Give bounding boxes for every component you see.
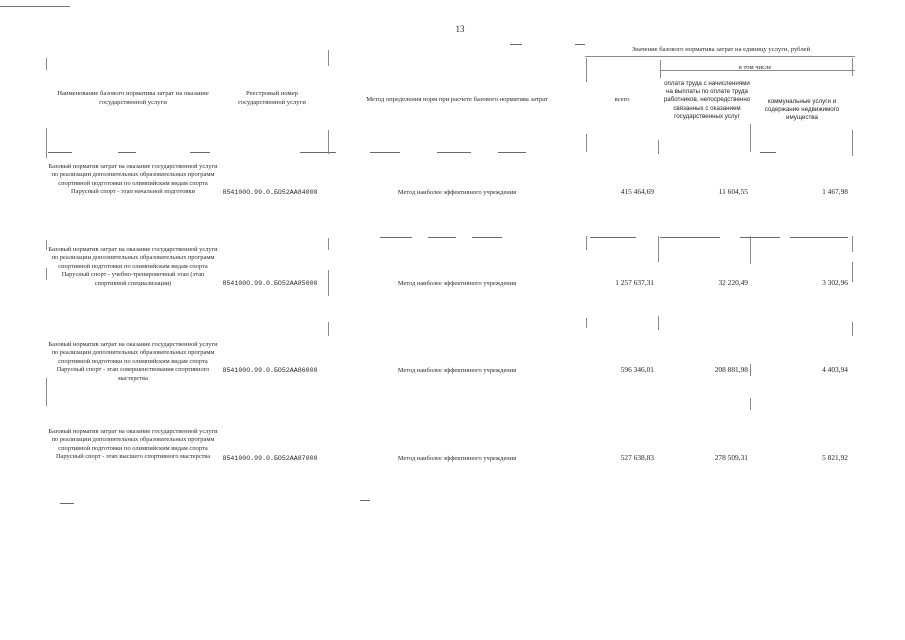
row-labor: 11 604,55 bbox=[718, 187, 748, 196]
header-col-total: всего bbox=[614, 96, 630, 103]
row-service-name: Базовый норматив затрат на оказание государственной услуги по реализации дополнительных образовательных программ спортивной подготовки по олимпийским видам спорта Парусный спорт - этап начальной подготовки bbox=[48, 163, 218, 196]
row-method: Метод наиболее эффективного учреждения bbox=[397, 189, 517, 196]
header-col-registry: Реестровый номер государственной услуги bbox=[238, 90, 306, 106]
header-value-group: Значение базового норматива затрат на единицу услуги, рублей bbox=[631, 46, 811, 53]
row-labor: 278 509,31 bbox=[714, 453, 748, 462]
header-col-method: Метод определения норм при расчете базового норматива затрат bbox=[366, 96, 548, 103]
row-registry-number: 854100О.99.0.БО52АА85000 bbox=[222, 280, 318, 287]
row-labor: 32 220,49 bbox=[718, 278, 748, 287]
page-number: 13 bbox=[455, 24, 465, 34]
row-registry-number: 854100О.99.0.БО52АА84000 bbox=[222, 189, 318, 196]
row-service-name: Базовый норматив затрат на оказание государственной услуги по реализации дополнительных образовательных программ спортивной подготовки по олимпийским видам спорта Парусный спорт - этап совершенствования спортивного мастерства bbox=[48, 341, 218, 382]
header-including: в том числе bbox=[738, 64, 772, 71]
row-method: Метод наиболее эффективного учреждения bbox=[397, 455, 517, 462]
row-labor: 208 881,98 bbox=[714, 365, 748, 374]
header-col-name: Наименование базового норматива затрат на оказание государственной услуги bbox=[57, 90, 209, 106]
row-total: 527 638,83 bbox=[620, 453, 654, 462]
row-total: 596 346,01 bbox=[620, 365, 654, 374]
header-col-labor: оплата труда с начислениями на выплаты по оплате труда работников, непосредственно связанных с оказанием государственных услуг bbox=[663, 80, 751, 120]
row-utilities: 4 403,94 bbox=[822, 365, 848, 374]
row-total: 1 257 637,31 bbox=[615, 278, 654, 287]
row-utilities: 1 467,98 bbox=[822, 187, 848, 196]
row-method: Метод наиболее эффективного учреждения bbox=[397, 367, 517, 374]
row-utilities: 3 302,96 bbox=[822, 278, 848, 287]
row-service-name: Базовый норматив затрат на оказание государственной услуги по реализации дополнительных образовательных программ спортивной подготовки по олимпийским видам спорта Парусный спорт - учебно-тренировочный этап (этап спортивной специализации) bbox=[48, 246, 218, 287]
row-total: 415 464,69 bbox=[620, 187, 654, 196]
row-method: Метод наиболее эффективного учреждения bbox=[397, 280, 517, 287]
header-col-utilities: коммунальные услуги и содержание недвижимого имущества bbox=[764, 98, 840, 122]
row-utilities: 5 821,92 bbox=[822, 453, 848, 462]
row-registry-number: 854100О.99.0.БО52АА86000 bbox=[222, 367, 318, 374]
row-registry-number: 854100О.99.0.БО52АА87000 bbox=[222, 455, 318, 462]
row-service-name: Базовый норматив затрат на оказание государственной услуги по реализации дополнительных образовательных программ спортивной подготовки по олимпийским видам спорта Парусный спорт - этап высшего спортивного мастерства bbox=[48, 428, 218, 461]
scan-edge-mark bbox=[0, 6, 70, 7]
